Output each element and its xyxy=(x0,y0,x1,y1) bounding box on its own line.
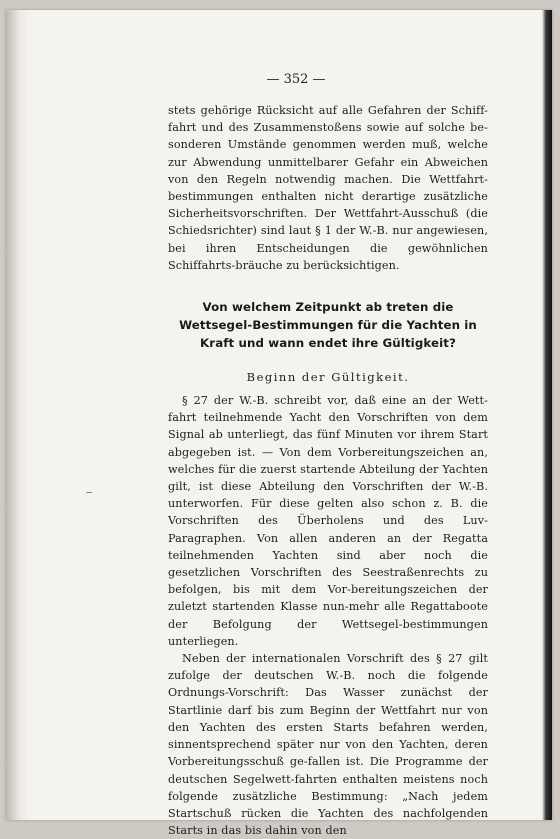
book-page xyxy=(6,10,552,838)
margin-mark xyxy=(86,492,92,493)
page-number: — 352 — xyxy=(266,72,326,87)
text-block xyxy=(168,102,488,839)
subsection-heading: Beginn der Gültigkeit. xyxy=(246,370,410,385)
paragraph-1: § 27 der W.-B. schreibt vor, daß eine an der Wett-fahrt teilnehmende Yacht den Vorschriften von dem Signal ab unterliegt, das fünf Minuten vor ihrem Start abgegeben ist. — Von dem Vorbereitungszeichen an, welches für die zuerst startende Abteilung der Yachten gilt, ist diese Abteilung den Vorschriften der W.-B. unterworfen. Für diese gelten also schon z. B. die Vorschriften des Überholens und des Luv-Paragraphen. Von allen anderen an der Regatta teilnehmenden Yachten sind aber noch die gesetzlichen Vorschriften des Seestraßenrechts zu befolgen, bis mit dem Vor-bereitungszeichen der zuletzt startenden Klasse nun-mehr alle Regattaboote der Befolgung der Wettsegel-bestimmungen unterliegen. xyxy=(168,394,488,648)
page-gutter-shadow xyxy=(6,10,28,820)
section-heading: Von welchem Zeitpunkt ab treten die Wettsegel-Bestimmungen für die Yachten in Kraft und wann endet ihre Gültigkeit? xyxy=(179,300,477,351)
paragraph-2: Neben der internationalen Vorschrift des § 27 gilt zufolge der deutschen W.-B. noch die folgende Ordnungs-Vorschrift: Das Wasser zunächst der Startlinie darf bis zum Beginn der Wettfahrt nur von den Yachten des ersten Starts befahren werden, sinnentsprechend später nur von den Yachten, deren Vorbereitungsschuß ge-fallen ist. Die Programme der deutschen Segelwett-fahrten enthalten meistens noch folgende zusätzliche Bestimmung: „Nach jedem Startschuß rücken die Yachten des nachfolgenden Starts in das bis dahin von den xyxy=(168,652,488,838)
paragraph-continued: stets gehörige Rücksicht auf alle Gefahren der Schiff-fahrt und des Zusammenstoßens sowie auf solche be-sonderen Umstände genommen werden muß, welche zur Abwendung unmittelbarer Gefahr ein Abweichen von den Regeln notwendig machen. Die Wettfahrt-bestimmungen enthalten nicht derartige zusätzliche Sicherheitsvorschriften. Der Wettfahrt-Ausschuß (die Schiedsrichter) sind laut § 1 der W.-B. nur angewiesen, bei ihren Entscheidungen die gewöhnlichen Schiffahrts-bräuche zu berücksichtigen. xyxy=(168,104,488,272)
page-edge-shadow xyxy=(542,10,552,820)
